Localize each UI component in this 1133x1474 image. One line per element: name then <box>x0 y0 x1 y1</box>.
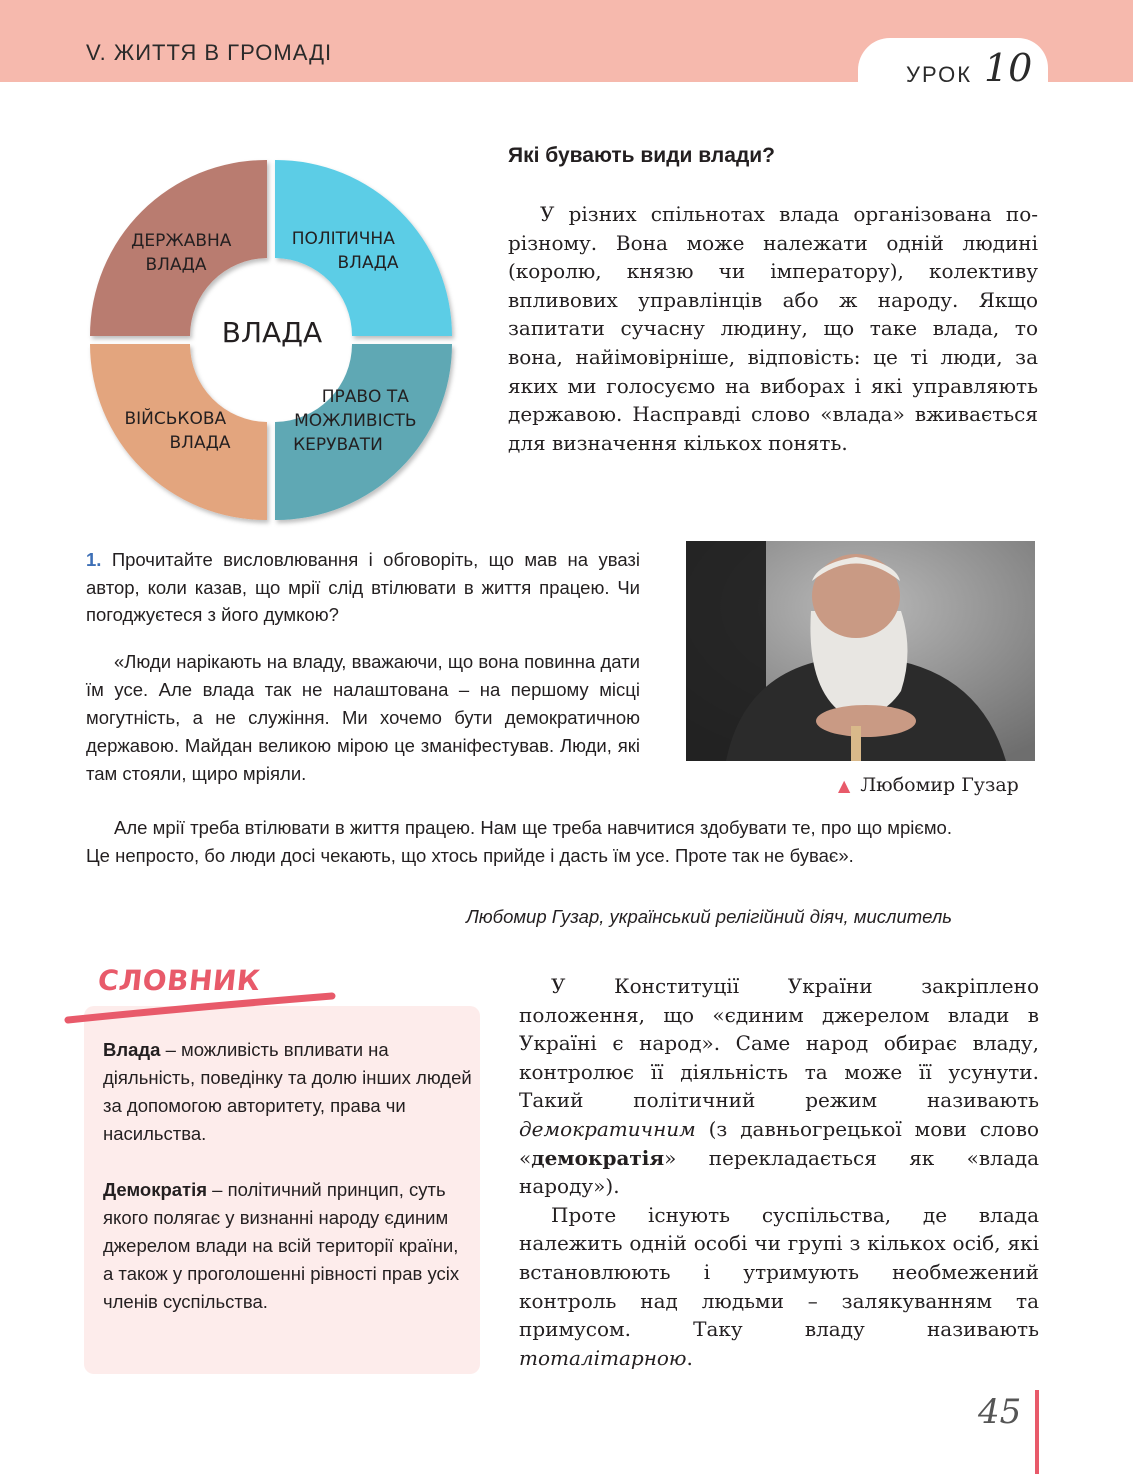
sector-military-line2: ВЛАДА <box>169 433 231 453</box>
glossary-term: Влада <box>103 1039 161 1060</box>
sector-state-line2: ВЛАДА <box>145 255 207 275</box>
photo-caption-text: Любомир Гузар <box>860 774 1019 796</box>
page-number: 45 <box>978 1392 1022 1432</box>
sector-political-line2: ВЛАДА <box>337 253 399 273</box>
quote-block-continued <box>86 814 952 870</box>
constitution-paragraph-2 <box>519 1201 1039 1373</box>
sector-right-line2: МОЖЛИВІСТЬ <box>294 411 417 431</box>
glossary-entry-power <box>103 1036 473 1148</box>
diagram-center-label: ВЛАДА <box>221 316 323 349</box>
portrait-photo <box>686 541 1035 761</box>
sector-right-line3: КЕРУВАТИ <box>293 435 383 455</box>
text-run: » перекладається як «влада народу»). <box>519 1145 1039 1199</box>
quote-paragraph-2: Але мрії треба втілювати в життя працею. Нам ще треба навчитися здобувати те, про що мріємо. Це непросто, бо люди досі чекають, що хтось прийде і дасть їм усе. Проте так не буває». <box>86 817 952 866</box>
photo-caption <box>838 774 1019 796</box>
text-run: . <box>686 1345 693 1370</box>
quote-block <box>86 648 640 788</box>
page-number-rule <box>1035 1390 1039 1474</box>
section-title: V. ЖИТТЯ В ГРОМАДІ <box>86 40 333 65</box>
term-democracy: демократія <box>531 1145 665 1170</box>
section-heading: Які бувають види влади? <box>508 144 776 167</box>
text-run: У Конституції України закріплено положення, що «єдиним джерелом влади в Україні є народ». Саме народ обирає владу, контролює її діяльність та може її усунути. Такий політичний режим називають <box>519 974 1039 1113</box>
glossary-entry-democracy <box>103 1176 473 1316</box>
quote-attribution: Любомир Гузар, український релігійний діяч, мислитель <box>466 906 952 927</box>
intro-paragraph: У різних спільнотах влада організована по-різному. Вона може належати одній людині (королю, князю чи імператору), колективу впливових управлінців або ж народу. Якщо запитати сучасну людину, що таке влада, то вона, найімовірніше, відповість: це ті люди, за яких ми голосуємо на виборах і які управляють державою. Насправді слово «влада» вживається для визначення кількох понять. <box>508 202 1038 455</box>
sector-political-line1: ПОЛІТИЧНА <box>291 229 395 249</box>
sector-military-power <box>90 344 267 520</box>
sector-right-line1: ПРАВО ТА <box>321 387 409 407</box>
glossary-definition: – політичний принцип, суть якого полягає у визнанні народу єдиним джерелом влади на всій території країни, а також у проголошенні рівності прав усіх членів суспільства. <box>103 1179 460 1312</box>
constitution-paragraph-1 <box>519 972 1039 1201</box>
lesson-label: УРОК <box>906 62 973 87</box>
sector-right-to-govern <box>275 344 452 520</box>
text-run: Проте існують суспільства, де влада належить одній особі чи групі з кількох осіб, які встановлюють і утримують необмежений контроль над людьми – залякуванням та примусом. Таку владу називають <box>519 1202 1039 1342</box>
glossary-definition: – можливість впливати на діяльність, поведінку та долю інших людей за допомогою авторитету, права чи насильства. <box>103 1039 472 1144</box>
term-democratic: демократичним <box>519 1116 696 1141</box>
term-totalitarian: тоталітарною <box>519 1345 687 1370</box>
power-types-diagram <box>82 150 472 528</box>
task-number: 1. <box>86 549 102 570</box>
text-run: (з давньогрецької мови слово « <box>519 1116 1039 1170</box>
lesson-number: 10 <box>984 46 1033 90</box>
glossary-term: Демократія <box>103 1179 208 1200</box>
task-text: Прочитайте висловлювання і обговоріть, що мав на увазі автор, коли казав, що мрії слід втілювати в життя працею. Чи погоджуєтеся з його думкою? <box>86 549 641 625</box>
quote-paragraph-1: «Люди нарікають на владу, вважаючи, що вона повинна дати їм усе. Але влада так не налаштована – на першому місці могутність, а не служіння. Ми хочемо бути демократичною державою. Майдан великою мірою це зманіфестував. Люди, які там стояли, щиро мріяли. <box>86 651 640 784</box>
sector-state-line1: ДЕРЖАВНА <box>131 231 232 251</box>
portrait-illustration <box>686 541 1035 761</box>
intro-paragraph-block <box>508 200 1038 457</box>
glossary-title: СЛОВНИК <box>96 964 262 997</box>
task-1 <box>86 546 640 629</box>
constitution-text-block <box>519 972 1039 1372</box>
triangle-icon: ▲ <box>838 776 851 795</box>
sector-military-line1: ВІЙСЬКОВА <box>124 409 227 429</box>
